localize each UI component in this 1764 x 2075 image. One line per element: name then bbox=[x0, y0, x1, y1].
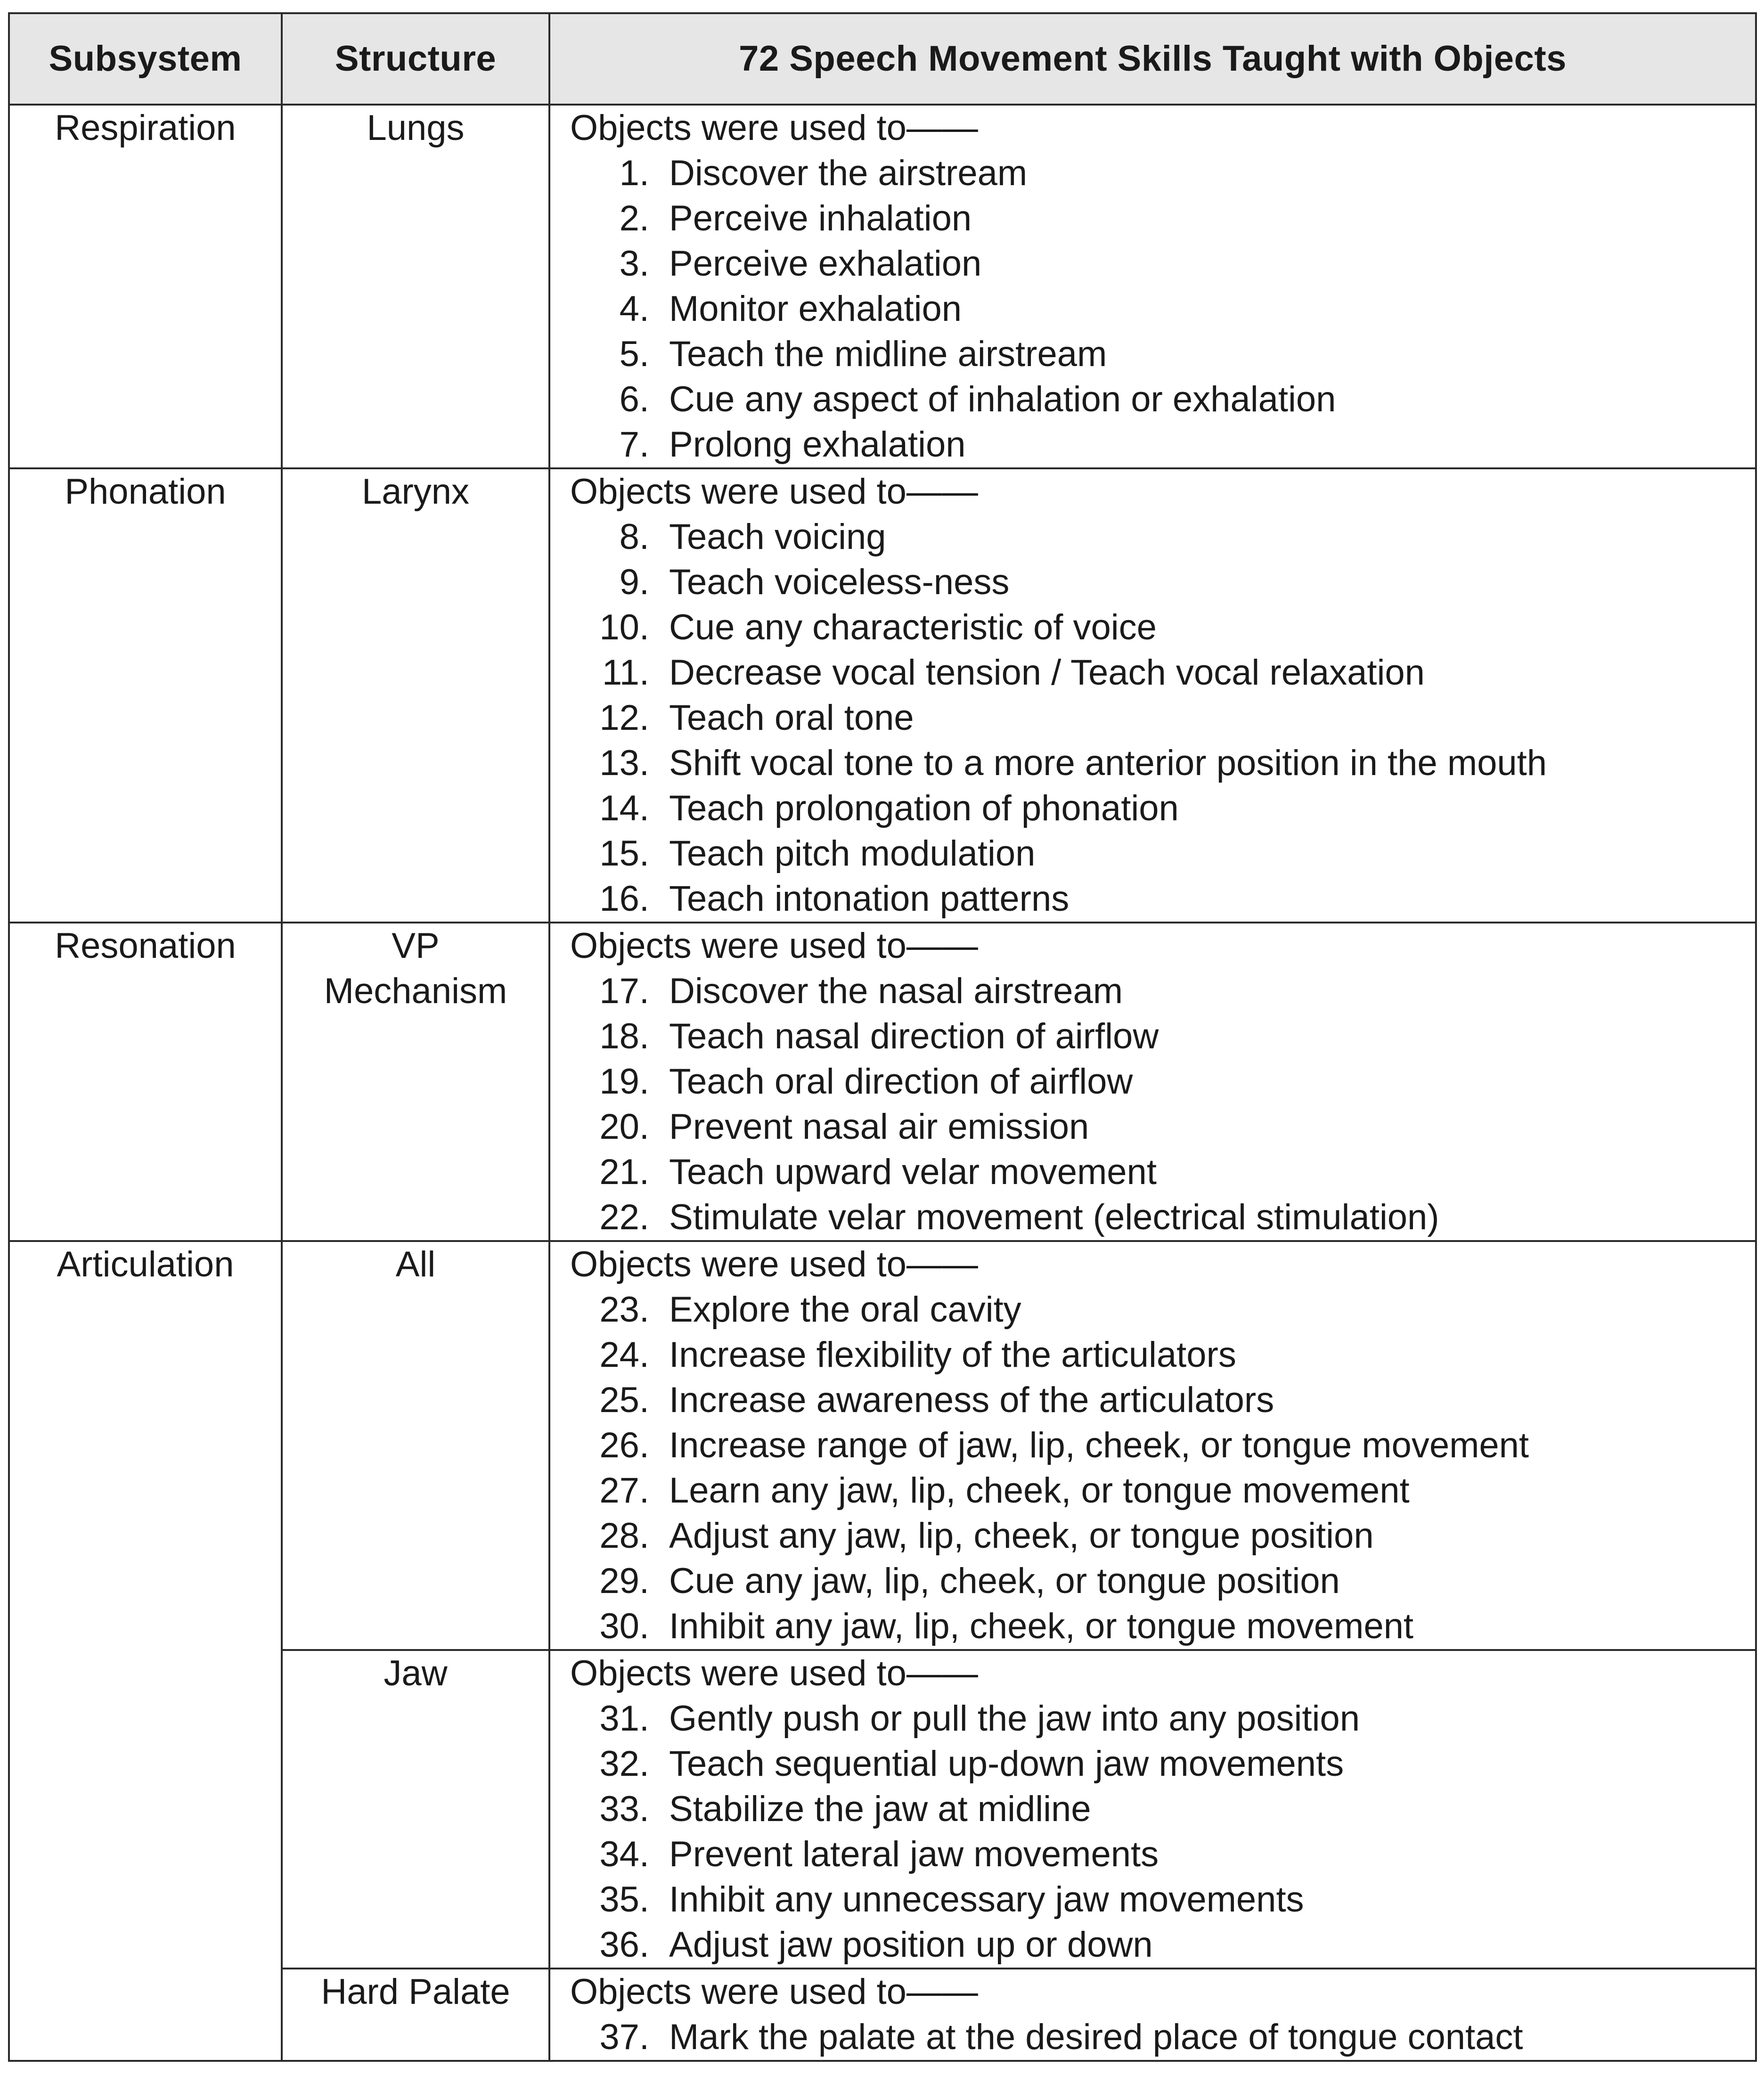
skill-number: 31. bbox=[599, 1699, 649, 1739]
structure-cell bbox=[282, 468, 549, 923]
skill-item bbox=[550, 422, 1755, 467]
skill-number: 12. bbox=[599, 698, 649, 738]
skill-text: Teach sequential up-down jaw movements bbox=[669, 1744, 1344, 1784]
header-row bbox=[9, 13, 1756, 105]
skill-text: Cue any characteristic of voice bbox=[669, 607, 1157, 647]
subsystem-label: Phonation bbox=[65, 472, 226, 512]
skill-text: Prolong exhalation bbox=[669, 425, 966, 465]
skill-text: Cue any jaw, lip, cheek, or tongue position bbox=[669, 1561, 1340, 1601]
skill-item bbox=[550, 1559, 1755, 1604]
table-row bbox=[9, 468, 1756, 923]
subsystem-cell bbox=[9, 105, 282, 468]
skill-text: Cue any aspect of inhalation or exhalation bbox=[669, 379, 1336, 419]
skill-item bbox=[550, 831, 1755, 876]
skills-lead-text: Objects were used to—— bbox=[570, 108, 978, 148]
subsystem-cell bbox=[9, 923, 282, 1241]
header-skills: 72 Speech Movement Skills Taught with Objects bbox=[549, 13, 1756, 105]
skill-text: Adjust any jaw, lip, cheek, or tongue position bbox=[669, 1516, 1374, 1556]
skill-text: Teach voicing bbox=[669, 517, 886, 557]
skill-text: Learn any jaw, lip, cheek, or tongue movement bbox=[669, 1470, 1410, 1511]
skill-item bbox=[550, 1832, 1755, 1877]
skill-text: Perceive exhalation bbox=[669, 244, 982, 284]
skill-number: 23. bbox=[599, 1290, 649, 1330]
skill-item bbox=[550, 1378, 1755, 1423]
skill-text: Decrease vocal tension / Teach vocal relaxation bbox=[669, 653, 1425, 693]
subsystem-cell bbox=[9, 468, 282, 923]
skill-item bbox=[550, 1468, 1755, 1513]
skill-number: 5. bbox=[619, 334, 649, 374]
skill-text: Stimulate velar movement (electrical stimulation) bbox=[669, 1197, 1439, 1237]
skill-item bbox=[550, 741, 1755, 786]
skill-text: Teach oral tone bbox=[669, 698, 914, 738]
skill-text: Gently push or pull the jaw into any position bbox=[669, 1699, 1360, 1739]
skill-item bbox=[550, 1332, 1755, 1378]
table-body bbox=[9, 105, 1756, 2061]
skills-cell bbox=[549, 468, 1756, 923]
skill-item bbox=[550, 786, 1755, 831]
skill-number: 33. bbox=[599, 1789, 649, 1829]
skills-lead-text: Objects were used to—— bbox=[570, 926, 978, 966]
skill-item bbox=[550, 1195, 1755, 1240]
table-header bbox=[9, 13, 1756, 105]
skills-cell bbox=[549, 105, 1756, 468]
subsystem-label: Articulation bbox=[57, 1244, 234, 1284]
skill-text: Teach oral direction of airflow bbox=[669, 1062, 1133, 1102]
structure-cell bbox=[282, 1241, 549, 1650]
skill-item bbox=[550, 560, 1755, 605]
skill-number: 1. bbox=[619, 153, 649, 193]
skill-item bbox=[550, 515, 1755, 560]
table-row bbox=[9, 1241, 1756, 1650]
skills-lead-text: Objects were used to—— bbox=[570, 1244, 978, 1284]
skill-number: 3. bbox=[619, 244, 649, 284]
skill-text: Inhibit any unnecessary jaw movements bbox=[669, 1879, 1304, 1920]
skill-text: Adjust jaw position up or down bbox=[669, 1925, 1153, 1965]
skill-text: Discover the airstream bbox=[669, 153, 1028, 193]
skill-text: Perceive inhalation bbox=[669, 198, 972, 238]
skill-number: 32. bbox=[599, 1744, 649, 1784]
structure-cell bbox=[282, 1969, 549, 2061]
skills-cell bbox=[549, 1969, 1756, 2061]
subsystem-label: Respiration bbox=[55, 108, 236, 148]
skill-text: Increase flexibility of the articulators bbox=[669, 1335, 1236, 1375]
skill-number: 35. bbox=[599, 1879, 649, 1920]
skill-item bbox=[550, 876, 1755, 922]
skill-item bbox=[550, 151, 1755, 196]
skill-number: 9. bbox=[619, 562, 649, 602]
structure-cell bbox=[282, 923, 549, 1241]
skills-lead-text: Objects were used to—— bbox=[570, 1653, 978, 1693]
skill-item bbox=[550, 1604, 1755, 1649]
skill-item bbox=[550, 1150, 1755, 1195]
skills-cell bbox=[549, 923, 1756, 1241]
skill-text: Shift vocal tone to a more anterior position in the mouth bbox=[669, 743, 1547, 783]
skill-text: Discover the nasal airstream bbox=[669, 971, 1123, 1011]
skill-number: 30. bbox=[599, 1606, 649, 1646]
skill-number: 22. bbox=[599, 1197, 649, 1237]
skill-number: 21. bbox=[599, 1152, 649, 1192]
skill-number: 13. bbox=[599, 743, 649, 783]
skill-item bbox=[550, 332, 1755, 377]
skill-text: Mark the palate at the desired place of tongue contact bbox=[669, 2017, 1523, 2057]
skill-number: 29. bbox=[599, 1561, 649, 1601]
skill-text: Teach pitch modulation bbox=[669, 833, 1036, 874]
skill-number: 36. bbox=[599, 1925, 649, 1965]
skill-text: Teach prolongation of phonation bbox=[669, 788, 1179, 828]
skill-item bbox=[550, 1696, 1755, 1741]
skill-item bbox=[550, 1104, 1755, 1150]
structure-label-line: Mechanism bbox=[324, 971, 507, 1011]
skill-item bbox=[550, 2015, 1755, 2060]
skills-cell bbox=[549, 1241, 1756, 1650]
structure-label: Lungs bbox=[367, 108, 465, 148]
skills-lead-text: Objects were used to—— bbox=[570, 472, 978, 512]
subsystem-cell bbox=[9, 1241, 282, 2061]
skill-text: Teach the midline airstream bbox=[669, 334, 1107, 374]
structure-label: Larynx bbox=[361, 472, 470, 512]
skill-number: 4. bbox=[619, 289, 649, 329]
skill-number: 6. bbox=[619, 379, 649, 419]
skills-cell bbox=[549, 1650, 1756, 1969]
skill-number: 18. bbox=[599, 1016, 649, 1056]
skill-item bbox=[550, 1741, 1755, 1787]
skill-text: Teach nasal direction of airflow bbox=[669, 1016, 1159, 1056]
skill-text: Stabilize the jaw at midline bbox=[669, 1789, 1091, 1829]
structure-label: Jaw bbox=[384, 1653, 448, 1693]
skill-number: 24. bbox=[599, 1335, 649, 1375]
skill-item bbox=[550, 377, 1755, 422]
subsystem-label: Resonation bbox=[55, 926, 236, 966]
skill-text: Teach upward velar movement bbox=[669, 1152, 1157, 1192]
structure-label-line: VP bbox=[392, 926, 440, 966]
skill-number: 26. bbox=[599, 1425, 649, 1465]
skill-number: 7. bbox=[619, 425, 649, 465]
table-row bbox=[9, 105, 1756, 468]
header-subsystem: Subsystem bbox=[9, 13, 282, 105]
skill-item bbox=[550, 605, 1755, 650]
skill-item bbox=[550, 286, 1755, 332]
header-structure: Structure bbox=[282, 13, 549, 105]
skill-number: 14. bbox=[599, 788, 649, 828]
skill-item bbox=[550, 1922, 1755, 1968]
structure-cell bbox=[282, 105, 549, 468]
skill-item bbox=[550, 1877, 1755, 1922]
skill-item bbox=[550, 241, 1755, 286]
skill-number: 34. bbox=[599, 1834, 649, 1874]
skill-item bbox=[550, 1787, 1755, 1832]
skill-text: Increase range of jaw, lip, cheek, or tongue movement bbox=[669, 1425, 1529, 1465]
skill-text: Explore the oral cavity bbox=[669, 1290, 1021, 1330]
skills-table bbox=[8, 12, 1757, 2062]
skill-number: 8. bbox=[619, 517, 649, 557]
skill-number: 28. bbox=[599, 1516, 649, 1556]
skill-number: 10. bbox=[599, 607, 649, 647]
skill-item bbox=[550, 1513, 1755, 1559]
skill-item bbox=[550, 695, 1755, 741]
skill-item bbox=[550, 1423, 1755, 1468]
skill-text: Increase awareness of the articulators bbox=[669, 1380, 1274, 1420]
structure-label: All bbox=[395, 1244, 436, 1284]
skill-item bbox=[550, 1014, 1755, 1059]
skill-number: 27. bbox=[599, 1470, 649, 1511]
skill-item bbox=[550, 196, 1755, 241]
skill-text: Teach intonation patterns bbox=[669, 879, 1070, 919]
skill-item bbox=[550, 650, 1755, 695]
table-row bbox=[9, 923, 1756, 1241]
skill-number: 15. bbox=[599, 833, 649, 874]
skill-text: Prevent nasal air emission bbox=[669, 1107, 1089, 1147]
skill-text: Prevent lateral jaw movements bbox=[669, 1834, 1159, 1874]
skills-lead-text: Objects were used to—— bbox=[570, 1972, 978, 2012]
skill-number: 11. bbox=[602, 653, 649, 693]
skill-text: Monitor exhalation bbox=[669, 289, 962, 329]
skill-number: 25. bbox=[599, 1380, 649, 1420]
skill-number: 37. bbox=[599, 2017, 649, 2057]
skill-number: 19. bbox=[599, 1062, 649, 1102]
structure-cell bbox=[282, 1650, 549, 1969]
structure-label: Hard Palate bbox=[321, 1972, 510, 2012]
skill-item bbox=[550, 969, 1755, 1014]
skill-number: 2. bbox=[619, 198, 649, 238]
skill-number: 16. bbox=[599, 879, 649, 919]
skill-text: Inhibit any jaw, lip, cheek, or tongue movement bbox=[669, 1606, 1414, 1646]
skill-item bbox=[550, 1059, 1755, 1104]
skill-item bbox=[550, 1287, 1755, 1332]
skill-number: 17. bbox=[599, 971, 649, 1011]
skill-number: 20. bbox=[599, 1107, 649, 1147]
skill-text: Teach voiceless-ness bbox=[669, 562, 1010, 602]
